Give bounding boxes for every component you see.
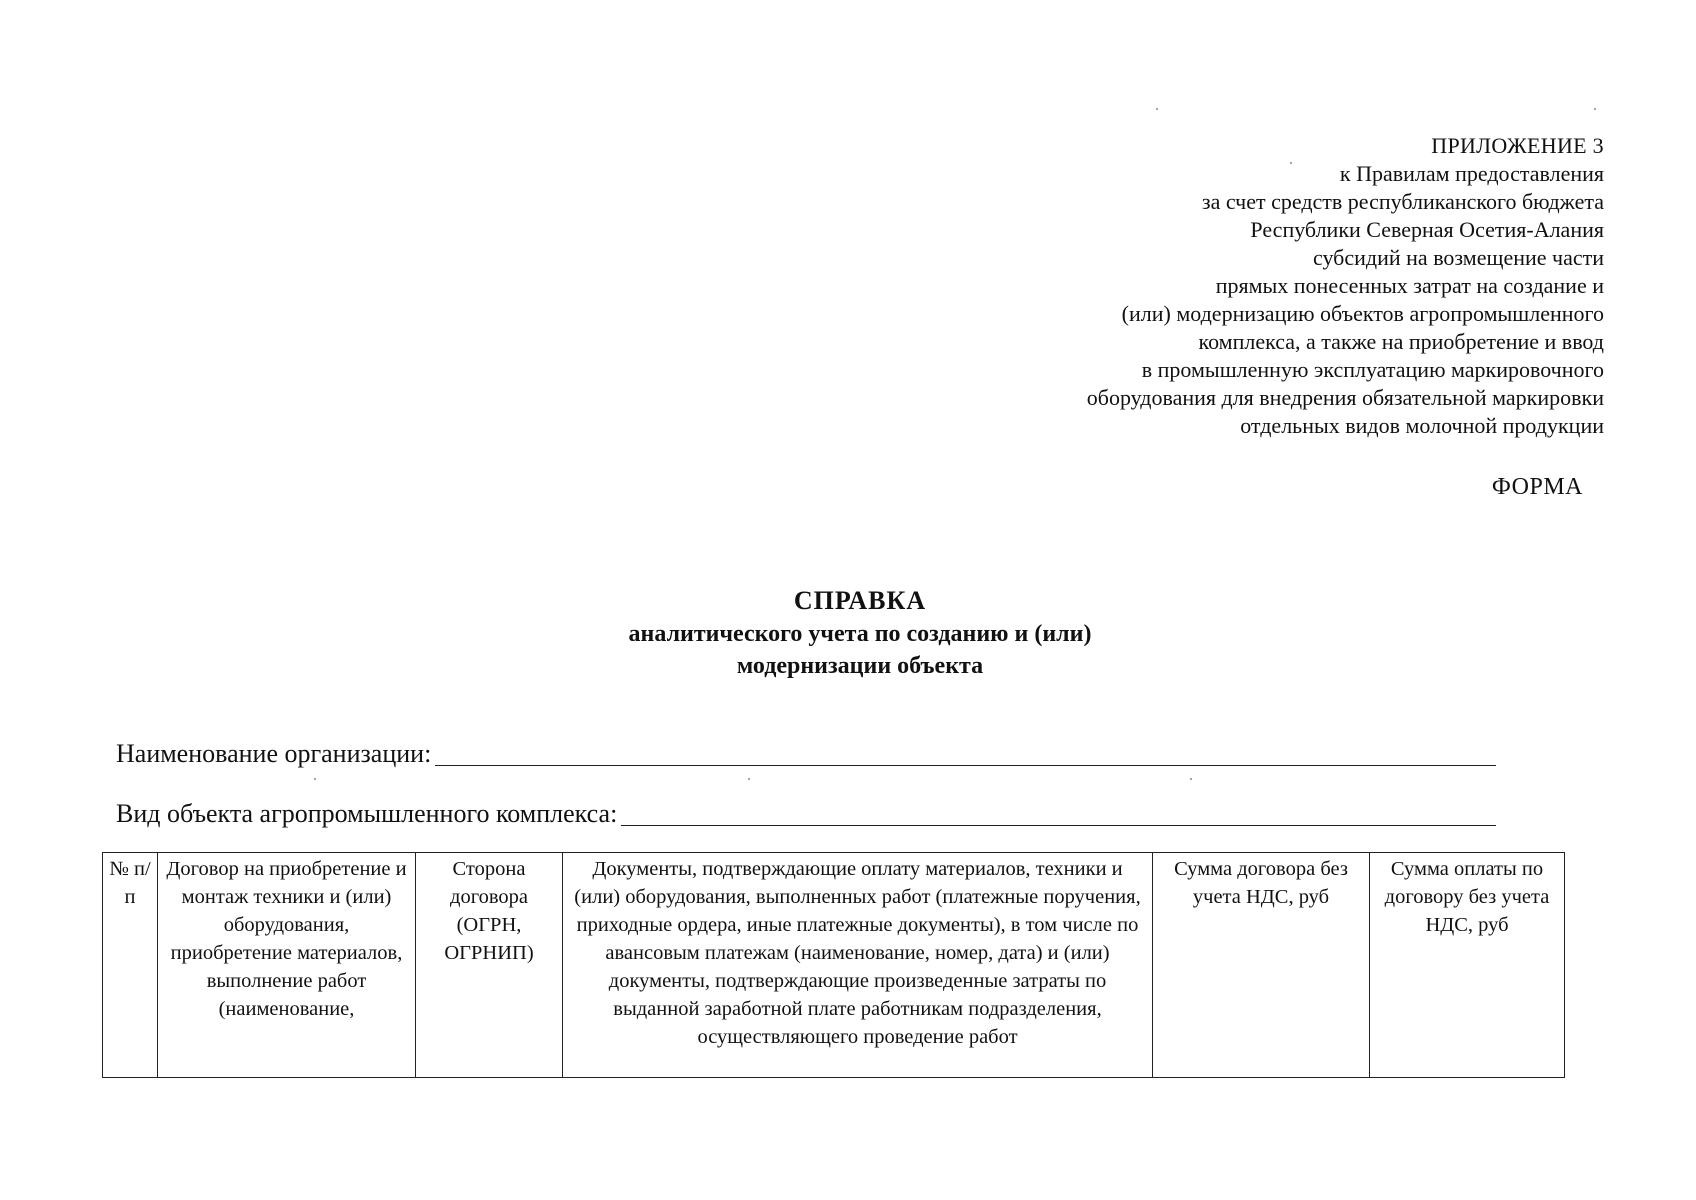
appendix-line: в промышленную эксплуатацию маркировочного [1141,357,1604,382]
appendix-line: ПРИЛОЖЕНИЕ 3 [1431,133,1604,158]
header-contract-sum: Сумма договора без учета НДС, руб [1153,853,1370,1078]
appendix-line: за счет средств республиканского бюджета [1201,189,1604,214]
table-header-row [103,853,1565,1078]
header-contract-party: Сторона договора (ОГРН, ОГРНИП) [416,853,563,1078]
object-type-label: Вид объекта агропромышленного комплекса: [116,799,618,828]
scan-speck [1156,108,1158,110]
appendix-line: Республики Северная Осетия-Алания [1250,217,1604,242]
appendix-line: отдельных видов молочной продукции [1240,413,1604,438]
title-line-2: аналитического учета по созданию и (или) [628,621,1092,647]
analytic-table [102,852,1565,1078]
header-number: № п/п [103,853,158,1078]
object-type-field [116,798,1496,830]
scan-speck [1594,108,1596,110]
title-main: СПРАВКА [793,586,927,615]
scan-speck [314,778,316,780]
organization-label: Наименование организации: [116,739,432,768]
scan-speck [748,778,750,780]
header-contract: Договор на приобретение и монтаж техники и (или) оборудования, приобретение материалов, выполнение работ (наименование, [158,853,416,1078]
organization-field [116,738,1496,770]
appendix-line: к Правилам предоставления [1339,161,1604,186]
object-type-blank-line [621,799,1496,826]
title-line-3: модернизации объекта [736,653,984,679]
appendix-line: прямых понесенных затрат на создание и [1215,273,1604,298]
analytic-table-wrapper [102,852,1564,1078]
appendix-line: комплекса, а также на приобретение и ввод [1198,329,1604,354]
appendix-line: оборудования для внедрения обязательной маркировки [1086,385,1604,410]
organization-blank-line [435,739,1496,766]
appendix-line: субсидий на возмещение части [1313,245,1604,270]
scan-speck [1290,162,1292,164]
scan-speck [1190,778,1192,780]
appendix-header [844,132,1604,440]
form-label: ФОРМА [1491,474,1583,500]
document-title [480,584,1240,682]
appendix-line: (или) модернизацию объектов агропромышленного [1121,301,1604,326]
header-payment-documents: Документы, подтверждающие оплату материалов, техники и (или) оборудования, выполненных работ (платежные поручения, приходные ордера, иные платежные документы), в том числе по авансовым платежам (наименование, номер, дата) и (или) документы, подтверждающие произведенные затраты по выданной заработной плате работникам подразделения, осуществляющего проведение работ [563,853,1153,1078]
header-payment-sum: Сумма оплаты по договору без учета НДС, руб [1370,853,1565,1078]
